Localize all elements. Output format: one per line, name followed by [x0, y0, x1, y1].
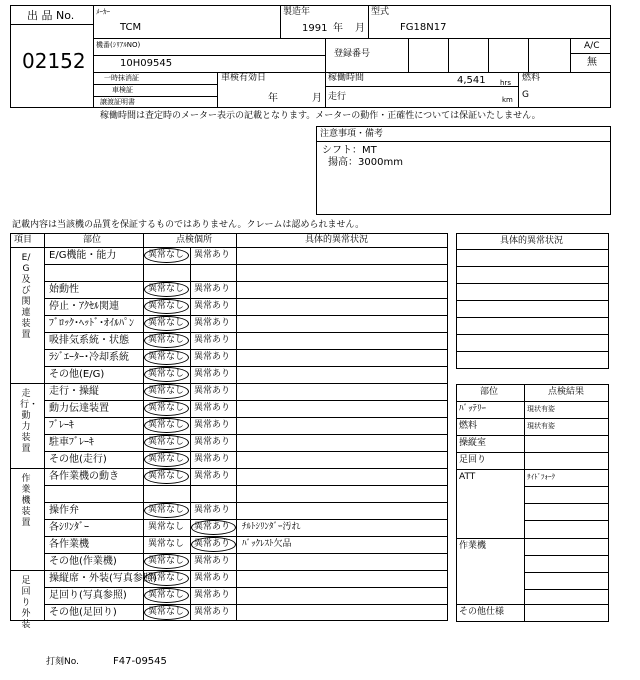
divider [44, 264, 448, 265]
divider [456, 435, 609, 436]
divider [456, 300, 609, 301]
side-result-part: 燃料 [459, 421, 478, 431]
side-result-part: 作業機 [459, 541, 487, 551]
divider [325, 38, 326, 72]
fuel-label: 燃料 [522, 73, 541, 83]
serial-label: 機番(ｼﾘｱﾙNO) [96, 41, 141, 49]
side-result-part: ﾊﾞｯﾃﾘｰ [459, 404, 487, 414]
divider [44, 233, 45, 621]
side-result-value: ｻｲﾄﾞﾌｫｰｸ [527, 473, 555, 481]
side-detail-table [456, 233, 609, 369]
transfer-cert-label: 譲渡証明書 [100, 98, 135, 106]
part-name: ﾌﾞﾛｯｸ･ﾍｯﾄﾞ･ｵｲﾙﾊﾟﾝ [49, 318, 134, 329]
group-label: E/G及び関連装置 [21, 253, 31, 340]
abnormal-option[interactable]: 異常あり [194, 369, 231, 379]
divider [93, 84, 217, 85]
month-unit: 月 [355, 23, 365, 34]
divider [408, 38, 409, 72]
side-result-part: 操縦室 [459, 438, 487, 448]
divider [280, 5, 281, 38]
circle-mark [144, 554, 189, 569]
circle-mark [144, 401, 189, 416]
divider [316, 141, 611, 142]
abnormal-option[interactable]: 異常あり [194, 505, 231, 515]
normal-option[interactable]: 異常なし [148, 590, 185, 600]
divider [456, 351, 609, 352]
normal-option[interactable]: 異常なし [148, 522, 185, 532]
divider [368, 5, 369, 38]
normal-option[interactable]: 異常なし [148, 352, 185, 362]
divider [44, 349, 448, 350]
col-header-part: 部位 [83, 235, 102, 245]
normal-option[interactable]: 異常なし [148, 403, 185, 413]
circle-mark [144, 605, 189, 620]
side-result-value: 現状有姿 [527, 422, 555, 430]
hours-unit: hrs [500, 79, 511, 87]
normal-option[interactable]: 異常なし [148, 284, 185, 294]
part-name: 足回り(写真参照) [49, 590, 127, 601]
circle-mark [144, 452, 189, 467]
circle-mark [144, 418, 189, 433]
divider [325, 86, 518, 87]
abnormal-option[interactable]: 異常あり [194, 250, 231, 260]
normal-option[interactable]: 異常なし [148, 437, 185, 447]
group-label: 走行・動力装置 [20, 389, 39, 454]
travel-label: 走行 [328, 92, 347, 102]
divider [44, 281, 448, 282]
hours-notice: 稼働時間は査定時のメーター表示の記載となります。メーターの動作・正確性については保証いたしません。 [100, 111, 541, 121]
col-header-detail: 具体的異常状況 [305, 235, 369, 245]
divider [44, 519, 448, 520]
side-result-col-result: 点検結果 [548, 387, 585, 397]
abnormal-option[interactable]: 異常あり [194, 471, 231, 481]
part-name: 操作弁 [49, 505, 79, 516]
normal-option[interactable]: 異常なし [148, 573, 185, 583]
circle-mark [144, 367, 189, 382]
disclaimer: 記載内容は当該機の品質を保証するものではありません。クレームは認められません。 [12, 220, 365, 230]
part-name: 吸排気系統・状態 [49, 335, 129, 346]
divider [44, 315, 448, 316]
maker-value: TCM [120, 22, 142, 33]
temp-license-label: 一時抹消証 [104, 74, 139, 82]
divider [570, 38, 571, 72]
abnormal-option[interactable]: 異常あり [194, 522, 231, 532]
model-value: FG18N17 [400, 22, 447, 33]
ac-value: 無 [587, 57, 597, 68]
divider [488, 38, 489, 72]
circle-mark [144, 316, 189, 331]
abnormal-option[interactable]: 異常あり [194, 556, 231, 566]
part-name: ﾌﾞﾚｰｷ [49, 420, 74, 431]
notes-box [316, 126, 611, 215]
detail-text: ﾊﾞｯｸﾚｽﾄ欠品 [242, 539, 292, 549]
insp-year-unit: 年 [268, 93, 278, 104]
divider [570, 53, 611, 54]
divider [44, 434, 448, 435]
divider [456, 469, 609, 470]
divider [44, 536, 448, 537]
divider [44, 485, 448, 486]
circle-mark [144, 248, 189, 263]
divider [44, 417, 448, 418]
divider [456, 538, 609, 539]
lot-number: 02152 [22, 49, 86, 73]
side-result-part: その他仕様 [459, 607, 505, 617]
divider [524, 503, 609, 504]
divider [44, 451, 448, 452]
header-frame [10, 5, 611, 108]
part-name: 各作業機 [49, 539, 89, 550]
part-name: その他(走行) [49, 454, 107, 465]
lot-label: 出 品 No. [27, 9, 75, 22]
abnormal-option[interactable]: 異常あり [194, 301, 231, 311]
divider [325, 72, 326, 108]
divider [93, 96, 217, 97]
hours-value: 4,541 [457, 75, 486, 86]
abnormal-option[interactable]: 異常あり [194, 454, 231, 464]
divider [44, 604, 448, 605]
part-name: 駐車ﾌﾞﾚｰｷ [49, 437, 94, 448]
part-name: 操縦席・外装(写真参照) [49, 573, 157, 584]
divider [524, 555, 609, 556]
normal-option[interactable]: 異常なし [148, 454, 185, 464]
abnormal-option[interactable]: 異常あり [194, 607, 231, 617]
inspection-label: 車検有効日 [221, 73, 267, 83]
circle-mark [144, 503, 189, 518]
serial-value: 10H09545 [120, 58, 173, 69]
abnormal-option[interactable]: 異常あり [194, 420, 231, 430]
notes-line-2: 揚高：3000mm [328, 157, 403, 168]
side-result-value: 現状有姿 [527, 405, 555, 413]
circle-mark [144, 384, 189, 399]
part-name: ﾗｼﾞｴｰﾀｰ･冷却系統 [49, 352, 129, 363]
circle-mark [144, 299, 189, 314]
divider [10, 24, 93, 25]
normal-option[interactable]: 異常なし [148, 556, 185, 566]
divider [456, 317, 609, 318]
reg-label: 登録番号 [334, 49, 371, 59]
divider [44, 553, 448, 554]
group-label: 作業機装置 [21, 474, 31, 528]
normal-option[interactable]: 異常なし [148, 335, 185, 345]
divider [456, 418, 609, 419]
normal-option[interactable]: 異常なし [148, 250, 185, 260]
normal-option[interactable]: 異常なし [148, 386, 185, 396]
circle-mark [144, 333, 189, 348]
abnormal-option[interactable]: 異常あり [194, 284, 231, 294]
stamp-label: 打刻No. [46, 657, 79, 667]
divider [456, 283, 609, 284]
normal-option[interactable]: 異常なし [148, 607, 185, 617]
maker-label: ﾒｰｶｰ [96, 8, 110, 16]
group-label: 足回り外装 [21, 576, 31, 630]
part-name: その他(作業機) [49, 556, 117, 567]
divider [524, 572, 609, 573]
divider [44, 366, 448, 367]
km-unit: km [502, 96, 513, 104]
divider [10, 383, 448, 384]
divider [93, 5, 94, 108]
year-unit: 年 [333, 23, 343, 34]
divider [44, 298, 448, 299]
circle-mark [144, 469, 189, 484]
divider [44, 400, 448, 401]
model-label: 型式 [371, 7, 390, 17]
normal-option[interactable]: 異常なし [148, 301, 185, 311]
abnormal-option[interactable]: 異常あり [194, 539, 231, 549]
divider [524, 520, 609, 521]
divider [456, 401, 609, 402]
normal-option[interactable]: 異常なし [148, 318, 185, 328]
side-detail-title: 具体的異常状況 [500, 236, 564, 246]
fuel-value: G [522, 90, 529, 100]
divider [524, 589, 609, 590]
col-header-check: 点検個所 [176, 235, 213, 245]
vehicle-cert-label: 車検証 [112, 86, 133, 94]
notes-title: 注意事項・備考 [320, 129, 384, 139]
divider [456, 249, 609, 250]
circle-mark [144, 588, 189, 603]
divider [217, 72, 218, 108]
abnormal-option[interactable]: 異常あり [194, 437, 231, 447]
insp-month-unit: 月 [312, 93, 322, 104]
side-result-part: 足回り [459, 455, 487, 465]
abnormal-option[interactable]: 異常あり [194, 318, 231, 328]
abnormal-option[interactable]: 異常あり [194, 573, 231, 583]
part-name: 動力伝達装置 [49, 403, 109, 414]
part-name: 始動性 [49, 284, 79, 295]
circle-mark [144, 571, 189, 586]
circle-mark [144, 435, 189, 450]
normal-option[interactable]: 異常なし [148, 369, 185, 379]
divider [448, 38, 449, 72]
part-name: 走行・操縦 [49, 386, 99, 397]
divider [44, 332, 448, 333]
side-result-col-part: 部位 [480, 387, 499, 397]
abnormal-option[interactable]: 異常あり [194, 335, 231, 345]
year-label: 製造年 [283, 7, 311, 17]
abnormal-option[interactable]: 異常あり [194, 352, 231, 362]
normal-option[interactable]: 異常なし [148, 471, 185, 481]
part-name: その他(E/G) [49, 369, 105, 380]
divider [44, 587, 448, 588]
ac-label: A/C [584, 41, 600, 51]
divider [93, 38, 611, 39]
year-value: 1991 [302, 23, 328, 34]
divider [528, 38, 529, 72]
abnormal-option[interactable]: 異常あり [194, 403, 231, 413]
normal-option[interactable]: 異常なし [148, 420, 185, 430]
divider [456, 266, 609, 267]
side-result-part: ATT [459, 472, 476, 482]
part-name: 停止・ｱｸｾﾙ関連 [49, 301, 119, 312]
part-name: 各ｼﾘﾝﾀﾞｰ [49, 522, 89, 533]
divider [10, 247, 448, 248]
normal-option[interactable]: 異常なし [148, 539, 185, 549]
circle-mark [191, 520, 236, 535]
divider [93, 55, 325, 56]
divider [524, 486, 609, 487]
divider [236, 233, 237, 621]
part-name: その他(足回り) [49, 607, 117, 618]
col-header-item: 項目 [14, 235, 33, 245]
circle-mark [191, 537, 236, 552]
divider [456, 334, 609, 335]
notes-line-1: シフト：MT [322, 145, 377, 156]
divider [518, 72, 519, 108]
circle-mark [144, 282, 189, 297]
stamp-value: F47-09545 [113, 656, 167, 667]
circle-mark [144, 350, 189, 365]
hours-label: 稼働時間 [328, 73, 365, 83]
detail-text: ﾁﾙﾄｼﾘﾝﾀﾞｰ汚れ [242, 522, 301, 532]
abnormal-option[interactable]: 異常あり [194, 386, 231, 396]
divider [456, 604, 609, 605]
divider [10, 570, 448, 571]
abnormal-option[interactable]: 異常あり [194, 590, 231, 600]
divider [456, 452, 609, 453]
part-name: 各作業機の動き [49, 471, 119, 482]
divider [44, 502, 448, 503]
normal-option[interactable]: 異常なし [148, 505, 185, 515]
divider [10, 468, 448, 469]
part-name: E/G機能・能力 [49, 250, 117, 261]
